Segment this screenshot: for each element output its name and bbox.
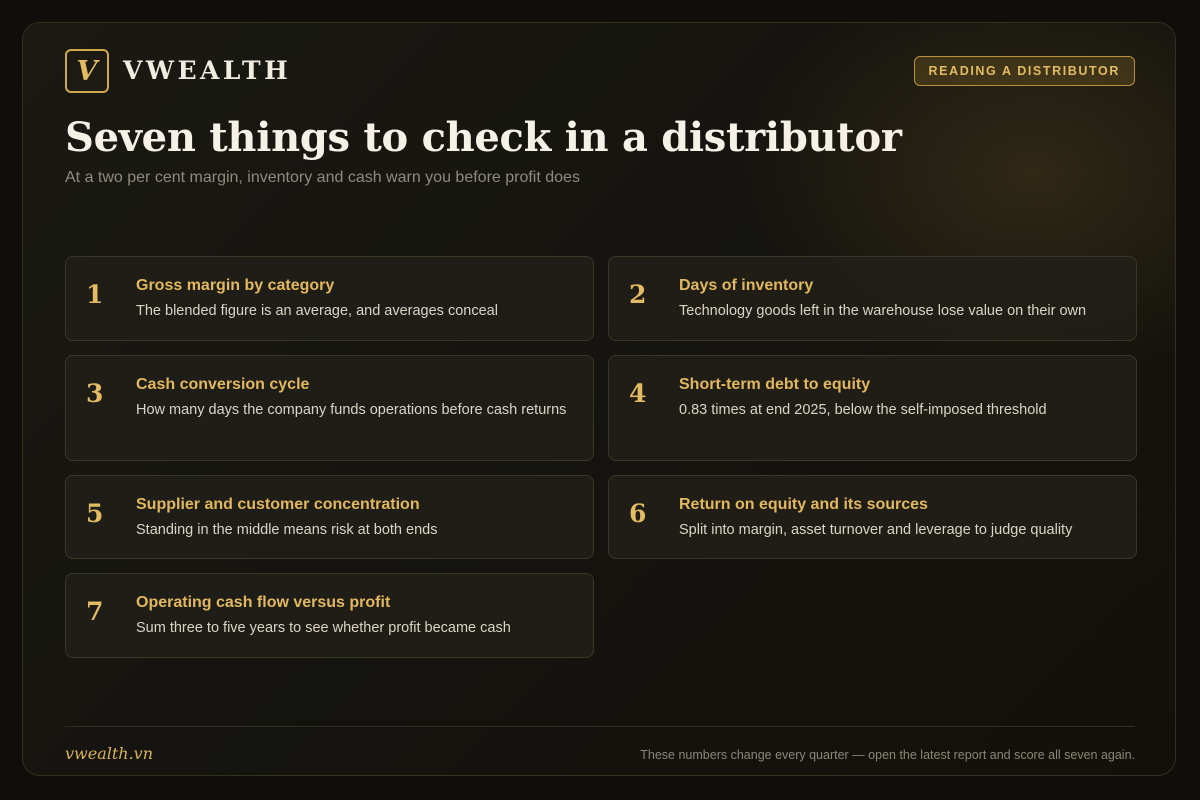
item-title: Gross margin by category xyxy=(136,277,335,294)
item-number: 1 xyxy=(86,280,104,309)
item-title: Cash conversion cycle xyxy=(136,376,310,393)
item-title: Days of inventory xyxy=(679,277,814,294)
item-number: 4 xyxy=(629,379,647,408)
checklist-item-3 xyxy=(65,355,594,461)
item-title: Operating cash flow versus profit xyxy=(136,594,391,611)
item-description: Standing in the middle means risk at both ends xyxy=(136,522,438,538)
checklist-item-6 xyxy=(608,475,1137,559)
logo-mark xyxy=(65,49,109,93)
checklist-item-7 xyxy=(65,573,594,658)
item-number: 7 xyxy=(86,597,104,626)
logo-letter: V xyxy=(76,55,98,87)
item-number: 5 xyxy=(86,499,104,528)
item-description: Split into margin, asset turnover and leverage to judge quality xyxy=(679,522,1073,538)
checklist-item-1 xyxy=(65,256,594,341)
infographic-card xyxy=(22,22,1176,776)
checklist-item-5 xyxy=(65,475,594,559)
item-description: 0.83 times at end 2025, below the self-imposed threshold xyxy=(679,402,1047,418)
item-number: 6 xyxy=(629,499,647,528)
item-description: How many days the company funds operations before cash returns xyxy=(136,402,567,418)
item-description: The blended figure is an average, and averages conceal xyxy=(136,303,498,319)
footer-divider xyxy=(65,726,1135,727)
item-number: 3 xyxy=(86,379,104,408)
item-title: Return on equity and its sources xyxy=(679,496,928,513)
item-description: Sum three to five years to see whether profit became cash xyxy=(136,620,511,636)
page-subtitle: At a two per cent margin, inventory and cash warn you before profit does xyxy=(65,169,580,186)
checklist-item-4 xyxy=(608,355,1137,461)
footer-website: vwealth.vn xyxy=(65,744,154,763)
brand-name: VWEALTH xyxy=(123,56,292,85)
item-description: Technology goods left in the warehouse lose value on their own xyxy=(679,303,1087,319)
topic-badge: READING A DISTRIBUTOR xyxy=(914,56,1135,86)
page-title: Seven things to check in a distributor xyxy=(65,114,902,161)
item-number: 2 xyxy=(629,280,647,309)
item-title: Supplier and customer concentration xyxy=(136,496,420,513)
item-title: Short-term debt to equity xyxy=(679,376,871,393)
checklist-item-2 xyxy=(608,256,1137,341)
footer-note: These numbers change every quarter — open the latest report and score all seven again. xyxy=(640,748,1135,762)
